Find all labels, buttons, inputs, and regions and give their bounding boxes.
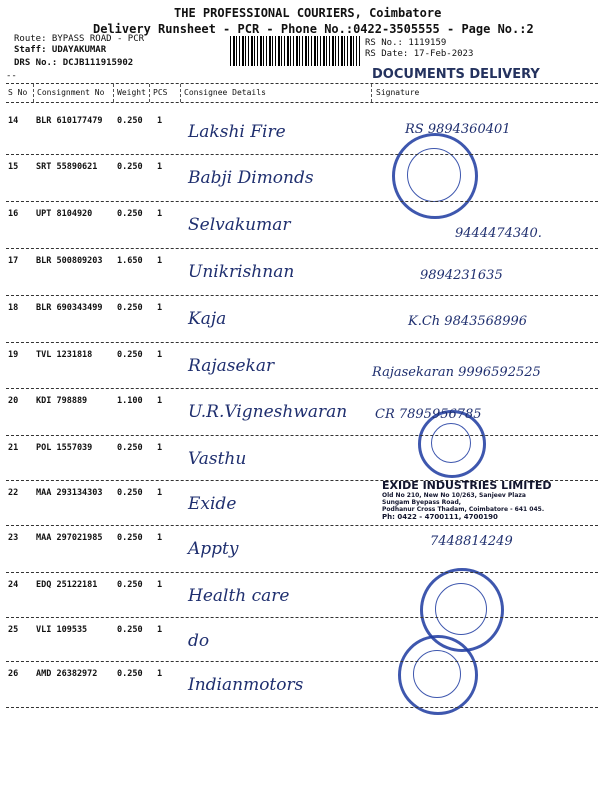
- row-divider: [6, 435, 598, 436]
- row-pcs: 1: [157, 625, 163, 635]
- row-signature: 7448814249: [430, 534, 513, 549]
- row-weight: 0.250: [117, 580, 143, 590]
- header-divider-top: [6, 83, 598, 84]
- row-consignment: KDI 798889: [36, 396, 88, 406]
- row-pcs: 1: [157, 396, 163, 406]
- route-label: Route: BYPASS ROAD - PCR: [14, 34, 145, 44]
- row-pcs: 1: [157, 533, 163, 543]
- row-sno: 17: [8, 256, 19, 266]
- row-divider: [6, 154, 598, 155]
- company-title: THE PROFESSIONAL COURIERS, Coimbatore: [174, 6, 442, 20]
- row-sno: 16: [8, 209, 19, 219]
- row-divider: [6, 572, 598, 573]
- exide-stamp: [382, 479, 600, 521]
- col-sep: [149, 84, 150, 102]
- row-divider: [6, 661, 598, 662]
- row-sno: 26: [8, 669, 19, 679]
- row-signature: RS 9894360401: [405, 122, 511, 137]
- row-sno: 20: [8, 396, 19, 406]
- row-consignee-handwritten: Kaja: [188, 309, 227, 329]
- row-consignee-handwritten: Appty: [188, 539, 239, 559]
- row-weight: 0.250: [117, 209, 143, 219]
- row-consignment: SRT 55890621: [36, 162, 98, 172]
- rpal-round-stamp: [398, 635, 478, 715]
- row-consignment: UPT 8104920: [36, 209, 93, 219]
- exide-line3: Podhanur Cross Thadam, Coimbatore - 641 045.: [382, 506, 545, 513]
- row-consignment: MAA 297021985: [36, 533, 103, 543]
- row-consignment: TVL 1231818: [36, 350, 93, 360]
- row-consignee-handwritten: Exide: [188, 494, 237, 514]
- row-weight: 0.250: [117, 488, 143, 498]
- row-consignee-handwritten: Vasthu: [188, 449, 247, 469]
- col-weight: Weight: [117, 88, 146, 97]
- row-consignment: AMD 26382972: [36, 669, 98, 679]
- row-pcs: 1: [157, 116, 163, 126]
- row-sno: 14: [8, 116, 19, 126]
- row-pcs: 1: [157, 350, 163, 360]
- row-consignee-handwritten: Indianmotors: [188, 675, 304, 695]
- row-weight: 0.250: [117, 162, 143, 172]
- row-consignment: BLR 690343499: [36, 303, 103, 313]
- row-consignee-handwritten: Lakshi Fire: [188, 122, 286, 142]
- rs-number: RS No.: 1119159: [365, 38, 447, 48]
- row-pcs: 1: [157, 209, 163, 219]
- row-pcs: 1: [157, 443, 163, 453]
- col-sep: [371, 84, 372, 102]
- row-consignment: POL 1557039: [36, 443, 93, 453]
- row-divider: [6, 295, 598, 296]
- exide-line1: Old No 210, New No 10/263, Sanjeev Plaza: [382, 492, 526, 499]
- exide-name: EXIDE INDUSTRIES LIMITED: [382, 479, 552, 492]
- row-divider: [6, 248, 598, 249]
- balaji-round-stamp: [392, 133, 478, 219]
- row-divider: [6, 525, 598, 526]
- header-divider-bottom: [6, 102, 598, 103]
- row-divider: [6, 201, 598, 202]
- row-consignee-handwritten: do: [188, 631, 210, 651]
- rs-date: RS Date: 17-Feb-2023: [365, 49, 474, 59]
- row-weight: 0.250: [117, 669, 143, 679]
- row-pcs: 1: [157, 256, 163, 266]
- row-consignment: MAA 293134303: [36, 488, 103, 498]
- col-signature: Signature: [376, 88, 420, 97]
- row-divider: [6, 617, 598, 618]
- row-weight: 0.250: [117, 443, 143, 453]
- row-pcs: 1: [157, 669, 163, 679]
- barcode-image: [230, 36, 360, 66]
- row-sno: 19: [8, 350, 19, 360]
- row-sno: 21: [8, 443, 19, 453]
- row-consignment: EDQ 25122181: [36, 580, 98, 590]
- row-sno: 18: [8, 303, 19, 313]
- row-signature: 9444474340.: [455, 226, 542, 241]
- row-weight: 0.250: [117, 625, 143, 635]
- row-pcs: 1: [157, 580, 163, 590]
- col-sep: [33, 84, 34, 102]
- row-weight: 0.250: [117, 350, 143, 360]
- row-consignee-handwritten: Babji Dimonds: [188, 168, 314, 188]
- row-sno: 22: [8, 488, 19, 498]
- row-signature: CR 7895956785: [375, 407, 482, 422]
- col-sep: [180, 84, 181, 102]
- col-pcs: PCS: [153, 88, 168, 97]
- row-sno: 15: [8, 162, 19, 172]
- drs-number: DRS No.: DCJB111915902: [14, 58, 134, 68]
- row-consignment: BLR 500809203: [36, 256, 103, 266]
- row-divider: [6, 480, 598, 481]
- row-weight: 0.250: [117, 533, 143, 543]
- staff-label: Staff: UDAYAKUMAR: [14, 45, 107, 55]
- row-weight: 0.250: [117, 116, 143, 126]
- col-consignment: Consignment No: [37, 88, 105, 97]
- row-divider: [6, 707, 598, 708]
- col-consignee: Consignee Details: [184, 88, 266, 97]
- row-weight: 1.650: [117, 256, 143, 266]
- row-sno: 25: [8, 625, 19, 635]
- row-signature: Rajasekaran 9996592525: [372, 365, 541, 380]
- exide-line2: Sungam Byepass Road,: [382, 499, 462, 506]
- row-sno: 24: [8, 580, 19, 590]
- row-pcs: 1: [157, 488, 163, 498]
- row-divider: [6, 342, 598, 343]
- row-weight: 1.100: [117, 396, 143, 406]
- row-consignee-handwritten: U.R.Vigneshwaran: [188, 402, 348, 422]
- row-consignee-handwritten: Selvakumar: [188, 215, 291, 235]
- row-signature: K.Ch 9843568996: [408, 314, 528, 329]
- row-pcs: 1: [157, 303, 163, 313]
- exide-line4: Ph: 0422 - 4700111, 4700190: [382, 513, 498, 521]
- runsheet-title: Delivery Runsheet - PCR - Phone No.:0422-3505555 - Page No.:2: [93, 22, 534, 36]
- col-sno: S No: [8, 88, 28, 97]
- row-pcs: 1: [157, 162, 163, 172]
- dash-marker: --: [6, 71, 17, 81]
- row-consignee-handwritten: Health care: [188, 586, 290, 606]
- row-divider: [6, 388, 598, 389]
- row-consignment: VLI 109535: [36, 625, 88, 635]
- row-consignee-handwritten: Unikrishnan: [188, 262, 295, 282]
- row-signature: 9894231635: [420, 268, 503, 283]
- documents-delivery-stamp: DOCUMENTS DELIVERY: [372, 67, 540, 82]
- row-consignee-handwritten: Rajasekar: [188, 356, 275, 376]
- col-sep: [113, 84, 114, 102]
- row-weight: 0.250: [117, 303, 143, 313]
- row-sno: 23: [8, 533, 19, 543]
- row-consignment: BLR 610177479: [36, 116, 103, 126]
